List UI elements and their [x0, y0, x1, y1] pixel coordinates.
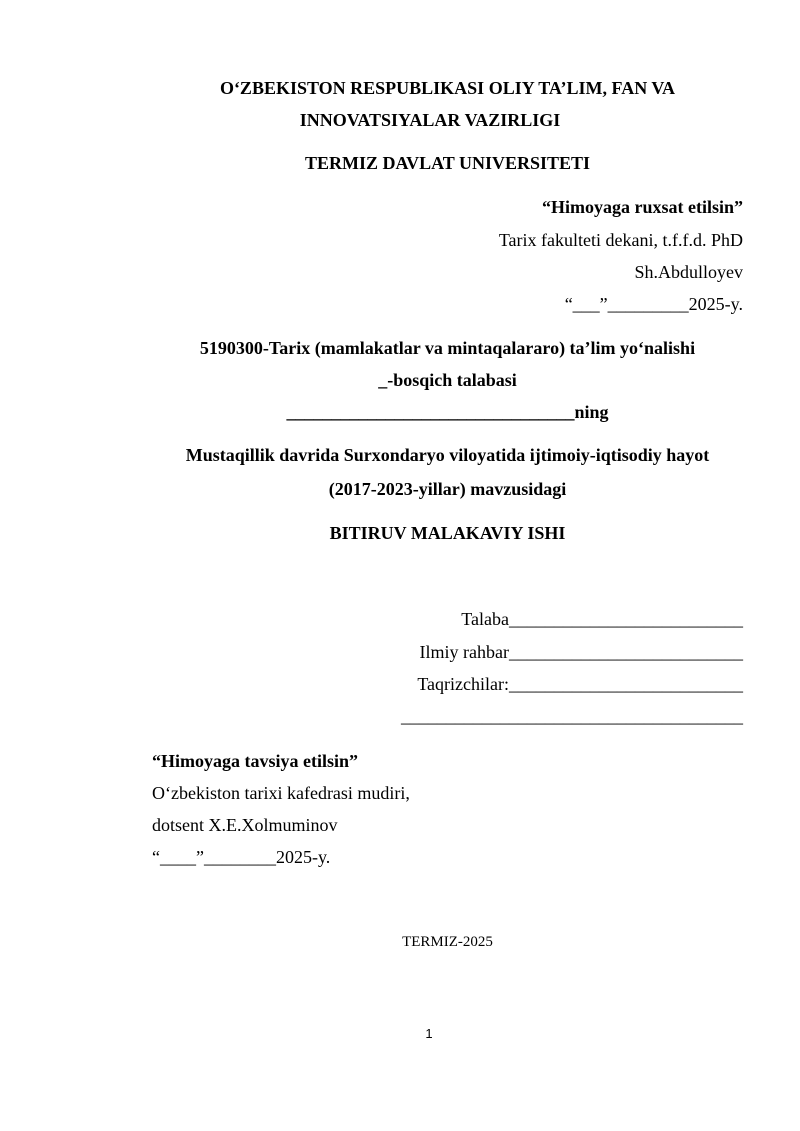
- approval-title: “Himoyaga ruxsat etilsin”: [542, 197, 743, 217]
- recommendation-date: “____”________2025-y.: [152, 847, 331, 867]
- university-name: TERMIZ DAVLAT UNIVERSITETI: [304, 153, 591, 173]
- page-number: 1: [425, 1026, 433, 1041]
- student-signature: Talaba__________________________: [461, 609, 743, 629]
- reviewers-extra-line: ______________________________________: [401, 706, 743, 726]
- ministry-line-1: O‘ZBEKISTON RESPUBLIKASI OLIY TA’LIM, FAN VA: [219, 78, 676, 98]
- recommendation-position: O‘zbekiston tarixi kafedrasi mudiri,: [152, 783, 410, 803]
- ministry-line-2: INNOVATSIYALAR VAZIRLIGI: [299, 110, 561, 130]
- advisor-signature: Ilmiy rahbar__________________________: [419, 642, 743, 662]
- student-name-line: ________________________________ning: [286, 402, 609, 422]
- reviewers-signature: Taqrizchilar:__________________________: [417, 674, 743, 694]
- work-title: BITIRUV MALAKAVIY ISHI: [329, 523, 566, 543]
- approval-name: Sh.Abdulloyev: [634, 262, 743, 282]
- recommendation-title: “Himoyaga tavsiya etilsin”: [152, 751, 358, 771]
- recommendation-name: dotsent X.E.Xolmuminov: [152, 815, 338, 835]
- topic-line-1: Mustaqillik davrida Surxondaryo viloyatida ijtimoiy-iqtisodiy hayot: [185, 445, 710, 465]
- approval-position: Tarix fakulteti dekani, t.f.f.d. PhD: [498, 230, 743, 250]
- city-year: TERMIZ-2025: [402, 934, 493, 950]
- program-line-1: 5190300-Tarix (mamlakatlar va mintaqalararo) ta’lim yo‘nalishi: [199, 338, 696, 358]
- topic-line-2: (2017-2023-yillar) mavzusidagi: [328, 479, 567, 499]
- approval-date: “___”_________2025-y.: [564, 294, 743, 314]
- program-line-2: _-bosqich talabasi: [378, 370, 517, 390]
